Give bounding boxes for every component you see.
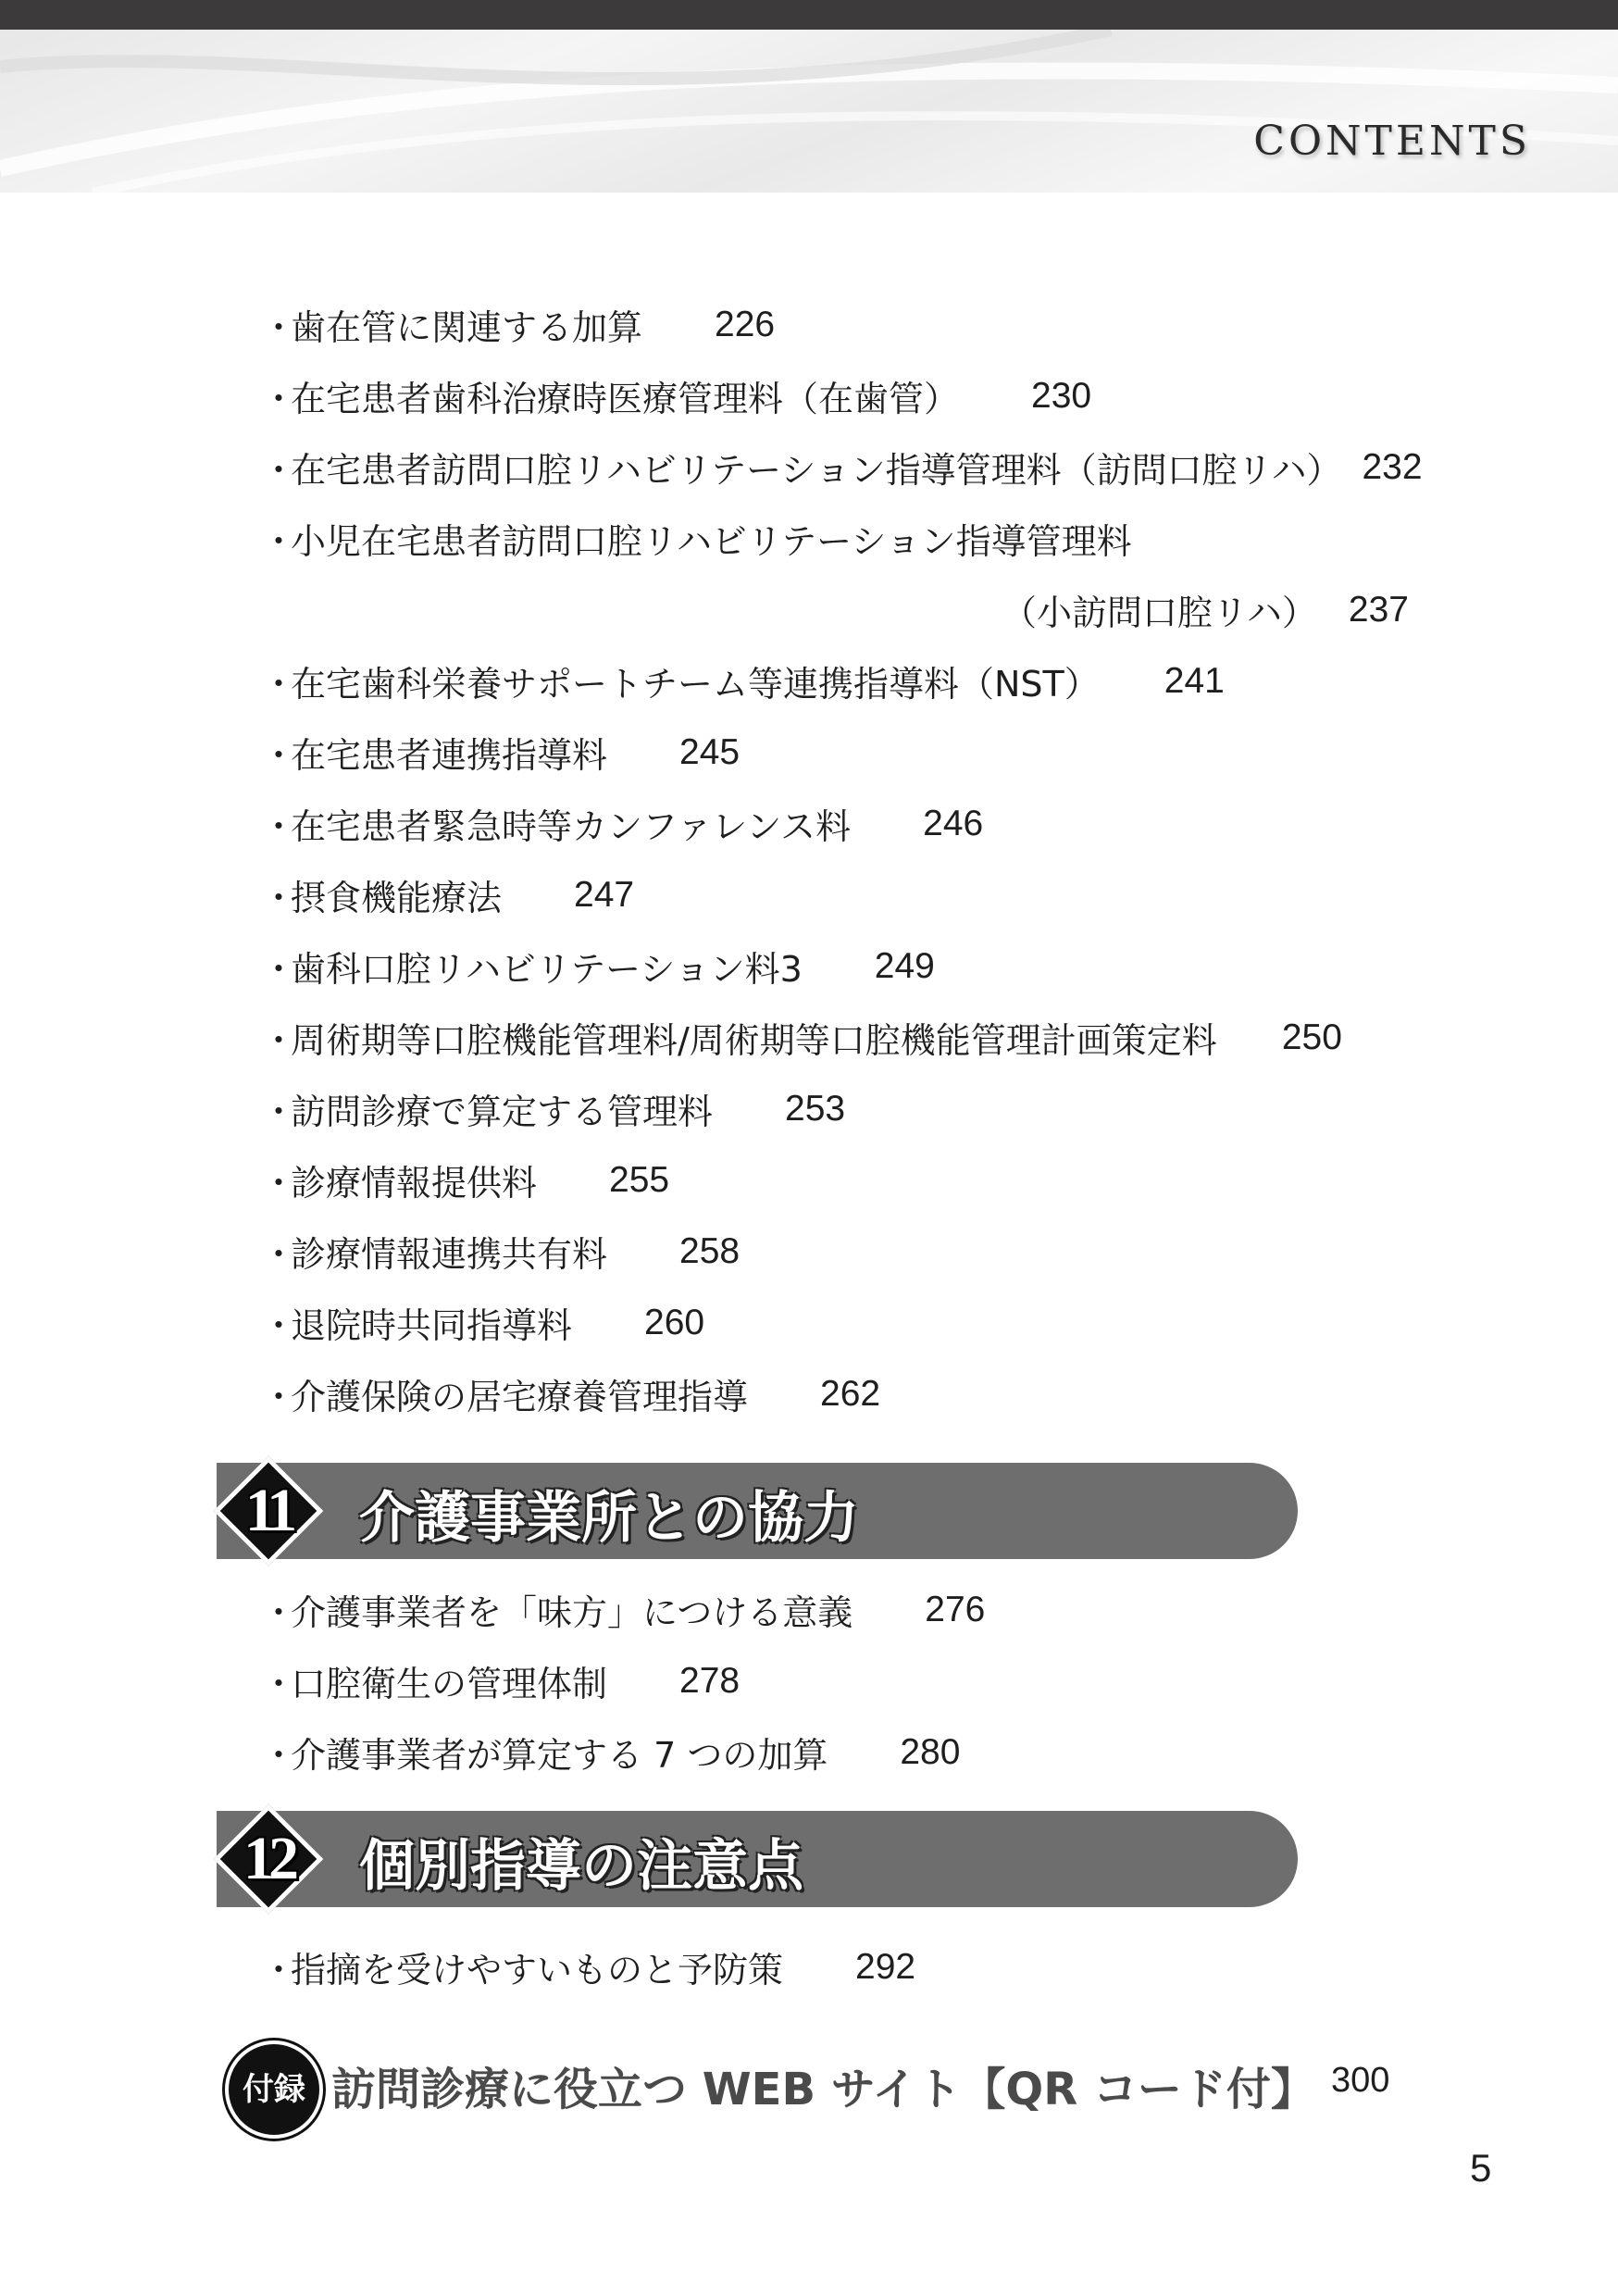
section-11-title: 介護事業所との協力 <box>359 1486 859 1551</box>
toc-item[interactable] <box>261 431 1423 503</box>
bullet: ・ <box>261 806 297 847</box>
toc-item[interactable] <box>261 788 1423 859</box>
contents-heading: CONTENTS <box>1253 118 1531 165</box>
toc-item-title: （小訪問口腔リハ） <box>1002 593 1317 633</box>
bullet: ・ <box>261 1305 297 1346</box>
top-bar <box>0 0 1618 30</box>
bullet: ・ <box>261 1592 297 1633</box>
bullet: ・ <box>261 307 297 348</box>
toc-item-title: 摂食機能療法 <box>291 878 503 918</box>
section-12-title: 個別指導の注意点 <box>359 1834 803 1899</box>
toc-item-title: 口腔衛生の管理体制 <box>291 1664 608 1704</box>
toc-item-title: 介護保険の居宅療養管理指導 <box>291 1377 749 1417</box>
toc-item-page: 292 <box>855 1946 916 1987</box>
toc-item-title: 在宅患者訪問口腔リハビリテーション指導管理料（訪問口腔リハ） <box>291 450 1342 491</box>
toc-item-page: 276 <box>925 1589 986 1629</box>
toc-item[interactable] <box>261 930 1423 1002</box>
toc-item-title: 訪問診療で算定する管理料 <box>291 1092 714 1132</box>
bullet: ・ <box>261 1020 297 1061</box>
toc-item-title: 在宅患者歯科治療時医療管理料（在歯管） <box>291 379 960 419</box>
toc-item[interactable] <box>261 859 1423 930</box>
bullet: ・ <box>261 1377 297 1417</box>
toc-item[interactable] <box>261 1144 1423 1216</box>
appendix-title[interactable]: 訪問診療に役立つ WEB サイト【QR コード付】 <box>331 2064 1315 2115</box>
toc-item-title: 指摘を受けやすいものと予防策 <box>291 1950 784 1990</box>
toc-item-title: 介護事業者が算定する 7 つの加算 <box>291 1735 828 1776</box>
toc-item-title: 診療情報連携共有料 <box>291 1234 608 1275</box>
toc-item-page: 226 <box>715 304 776 344</box>
toc-item[interactable] <box>261 1645 985 1716</box>
toc-item-title: 小児在宅患者訪問口腔リハビリテーション指導管理料 <box>291 521 1132 562</box>
header-band <box>0 30 1618 193</box>
toc-item-title: 退院時共同指導料 <box>291 1305 573 1346</box>
bullet: ・ <box>261 1092 297 1132</box>
toc-item[interactable] <box>261 1002 1423 1073</box>
appendix-page: 300 <box>1331 2061 1390 2100</box>
toc-item[interactable] <box>261 1073 1423 1144</box>
toc-item-page: 237 <box>1348 589 1409 630</box>
toc-item[interactable] <box>261 1287 1423 1358</box>
section-number: 11 <box>244 1477 292 1544</box>
bullet: ・ <box>261 878 297 918</box>
toc-item-page: 278 <box>679 1660 741 1701</box>
toc-item-page: 253 <box>785 1088 846 1129</box>
toc-item-title: 在宅歯科栄養サポートチーム等連携指導料（NST） <box>291 664 1100 705</box>
bullet: ・ <box>261 664 297 705</box>
toc-item[interactable] <box>261 1574 985 1645</box>
section-12-number-badge <box>211 1802 326 1916</box>
toc-item-title: 介護事業者を「味方」につける意義 <box>291 1592 853 1633</box>
toc-item-page: 232 <box>1362 446 1423 487</box>
bullet: ・ <box>261 521 297 562</box>
toc-item-page: 280 <box>900 1731 961 1772</box>
toc-item-page: 241 <box>1164 660 1225 701</box>
bullet: ・ <box>261 949 297 990</box>
bullet: ・ <box>261 1234 297 1275</box>
toc-item-title: 診療情報提供料 <box>291 1163 538 1204</box>
header-swoosh-decoration <box>0 30 1618 193</box>
bullet: ・ <box>261 1664 297 1704</box>
toc-item-page: 255 <box>609 1159 670 1200</box>
toc-item-page: 245 <box>679 731 741 772</box>
bullet: ・ <box>261 1735 297 1776</box>
toc-item[interactable] <box>261 1931 915 2003</box>
toc-item-title: 周術期等口腔機能管理料/周術期等口腔機能管理計画策定料 <box>291 1020 1217 1061</box>
toc-item[interactable] <box>261 503 1423 574</box>
section-number: 12 <box>243 1825 293 1892</box>
toc-item-page: 250 <box>1281 1017 1342 1057</box>
appendix-badge: 付録 <box>225 2040 323 2139</box>
toc-list-top <box>261 289 1423 1429</box>
toc-item[interactable] <box>261 360 1423 431</box>
toc-list-section-12 <box>261 1931 915 2003</box>
toc-item[interactable] <box>261 1216 1423 1287</box>
bullet: ・ <box>261 735 297 776</box>
toc-item-page: 262 <box>820 1373 881 1414</box>
bullet: ・ <box>261 450 297 491</box>
toc-item-page: 260 <box>644 1302 705 1342</box>
toc-item-title: 在宅患者緊急時等カンファレンス料 <box>291 806 852 847</box>
toc-item-page: 246 <box>923 803 984 843</box>
toc-item-title: 在宅患者連携指導料 <box>291 735 608 776</box>
toc-list-section-11 <box>261 1574 985 1788</box>
page-number: 5 <box>1470 2146 1492 2190</box>
toc-item[interactable] <box>261 717 1423 788</box>
toc-item-title: 歯科口腔リハビリテーション料3 <box>291 949 803 990</box>
section-11-number-badge <box>211 1454 326 1568</box>
toc-item-page: 249 <box>874 945 935 986</box>
bullet: ・ <box>261 1950 297 1990</box>
toc-item-page: 230 <box>1031 375 1092 416</box>
toc-item-title: 歯在管に関連する加算 <box>291 307 643 348</box>
bullet: ・ <box>261 1163 297 1204</box>
toc-item[interactable] <box>261 1716 985 1788</box>
toc-item-page: 247 <box>574 874 635 915</box>
toc-item[interactable] <box>261 289 1423 360</box>
toc-item-page: 258 <box>679 1230 741 1271</box>
toc-item[interactable] <box>261 645 1423 717</box>
bullet: ・ <box>261 379 297 419</box>
toc-item[interactable] <box>261 1358 1423 1429</box>
toc-item-continuation[interactable] <box>261 574 1409 645</box>
